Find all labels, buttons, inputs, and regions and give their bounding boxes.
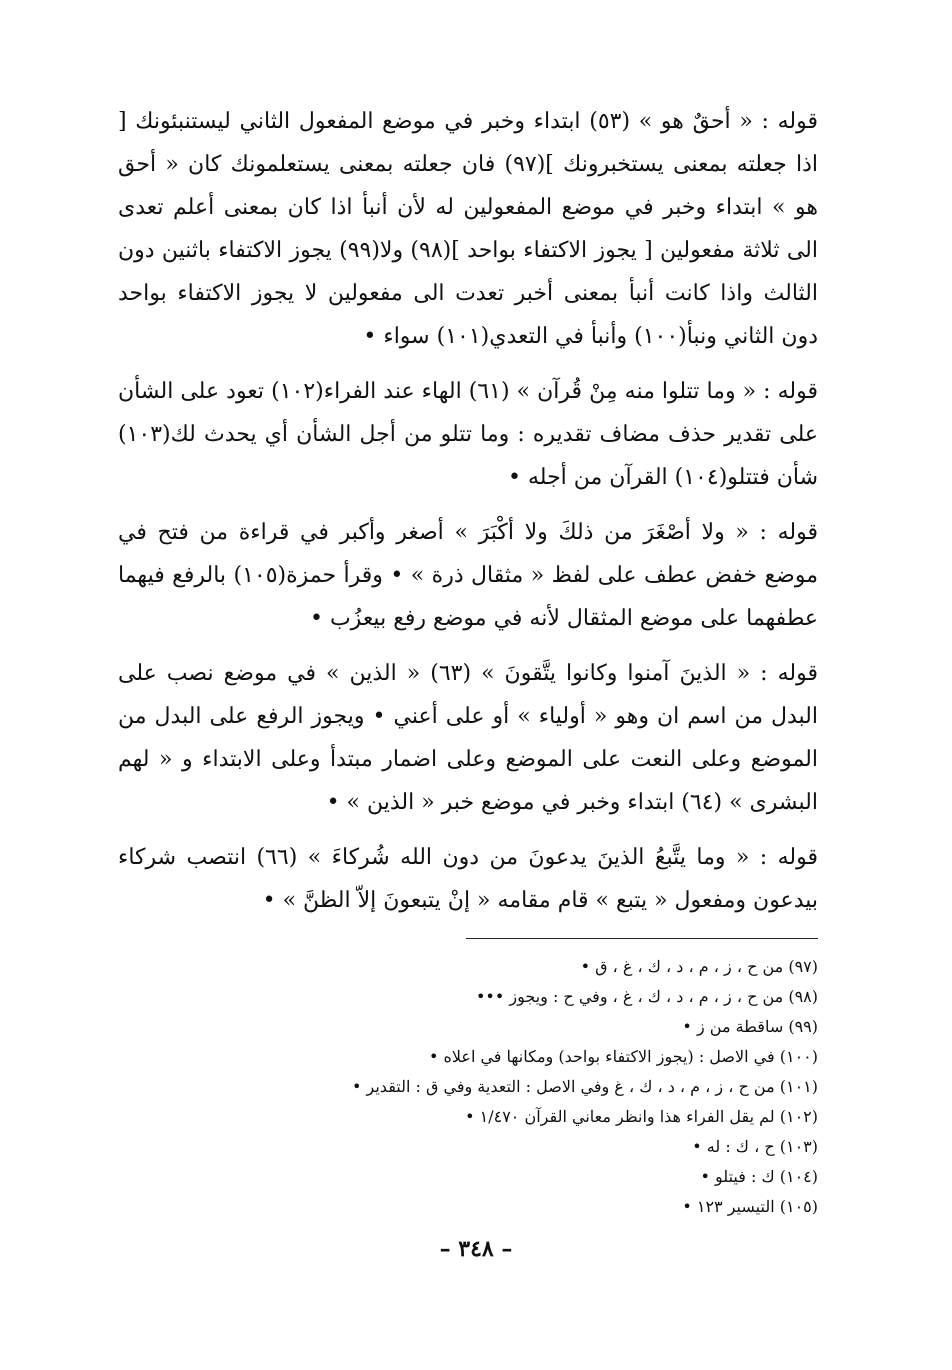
footnote: (٩٩) ساقطة من ز • <box>682 1017 818 1036</box>
page-number: – ٣٤٨ – <box>439 1236 513 1262</box>
paragraph: قوله : « وما يتَّبعُ الذينَ يدعونَ من دون الله شُركاءَ » (٦٦) انتصب شركاء بيدعون ومفعول « يتبع » قام مقامه « إنْ يتبعونَ إلاّ الظنَّ » • <box>118 845 818 913</box>
footnote: (٩٧) من ح ، ز ، م ، د ، ك ، غ ، ق • <box>580 957 818 976</box>
footnote: (١٠٥) التيسير ١٢٣ • <box>682 1197 818 1216</box>
footnote: (١٠٣) ح ، ك : له • <box>692 1137 818 1156</box>
footnotes <box>118 952 818 1222</box>
footnote: (١٠٢) لم يقل الفراء هذا وانظر معاني القرآن ١/٤٧٠ • <box>465 1107 818 1126</box>
main-text <box>118 100 818 934</box>
footnote-divider <box>466 938 818 939</box>
footnote: (٩٨) من ح ، ز ، م ، د ، ك ، غ ، وفي ح : ويجوز ••• <box>475 987 818 1006</box>
paragraph: قوله : « وما تتلوا منه مِنْ قُرآن » (٦١) الهاء عند الفراء(١٠٢) تعود على الشأن على تقدير حذف مضاف تقديره : وما تتلو من أجل الشأن أي يحدث لك(١٠٣) شأن فتتلو(١٠٤) القرآن من أجله • <box>118 379 818 490</box>
footnote: (١٠٤) ك : فيتلو • <box>700 1167 818 1186</box>
paragraph: قوله : « الذينَ آمنوا وكانوا يتَّقونَ » (٦٣) « الذين » في موضع نصب على البدل من اسم ان وهو « أولياء » أو على أعني • ويجوز الرفع على البدل من الموضع وعلى النعت على الموضع وعلى اضمار مبتدأ وعلى الابتداء و « لهم البشرى » (٦٤) ابتداء وخبر في موضع خبر « الذين » • <box>118 661 818 815</box>
footnote: (١٠١) من ح ، ز ، م ، د ، ك ، غ وفي الاصل : التعدية وفي ق : التقدير • <box>351 1077 818 1096</box>
footnote: (١٠٠) في الاصل : (يجوز الاكتفاء بواحد) ومكانها في اعلاه • <box>428 1047 818 1066</box>
paragraph: قوله : « أحقٌ هو » (٥٣) ابتداء وخبر في موضع المفعول الثاني ليستنبئونك [ اذا جعلته بمعنى يستخبرونك ](٩٧) فان جعلته بمعنى يستعلمونك كان « أحق هو » ابتداء وخبر في موضع المفعولين له لأن أنبأ اذا كان بمعنى أعلم تعدى الى ثلاثة مفعولين [ يجوز الاكتفاء بواحد ](٩٨) ولا(٩٩) يجوز الاكتفاء باثنين دون الثالث واذا كانت أنبأ بمعنى أخبر تعدت الى مفعولين لا يجوز الاكتفاء بواحد دون الثاني ونبأ(١٠٠) وأنبأ في التعدي(١٠١) سواء • <box>118 109 819 349</box>
paragraph: قوله : « ولا أصْغَرَ من ذلكَ ولا أكْبَرَ » أصغر وأكبر في قراءة من فتح في موضع خفض عطف على لفظ « مثقال ذرة » • وقرأ حمزة(١٠٥) بالرفع فيهما عطفهما على موضع المثقال لأنه في موضع رفع بيعزُب • <box>118 520 818 631</box>
